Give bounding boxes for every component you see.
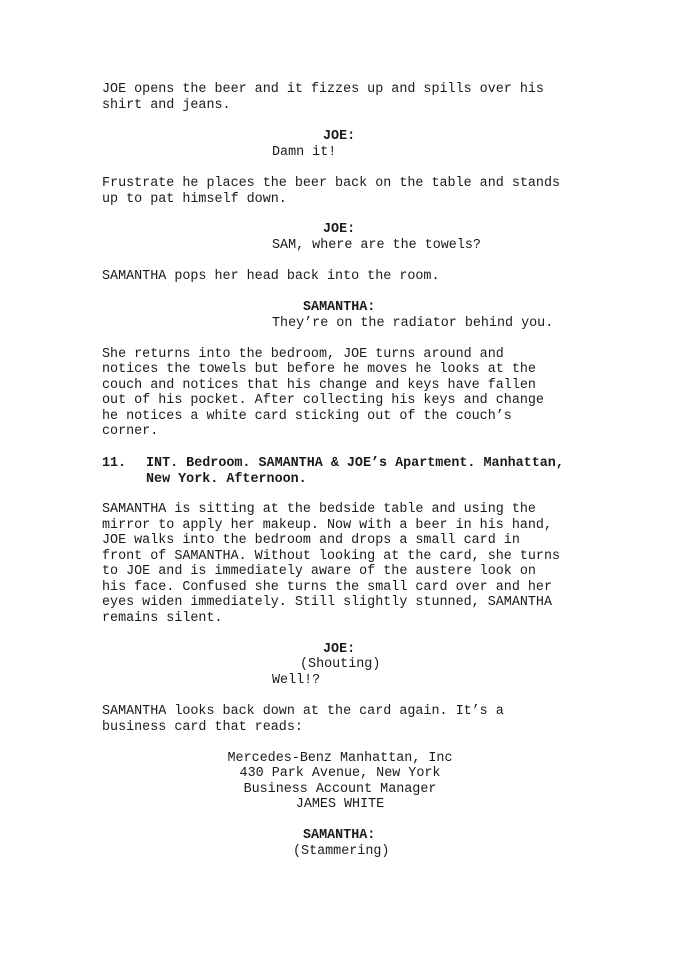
action-line: SAMANTHA pops her head back into the room. [102,269,440,284]
action-line: JOE opens the beer and it fizzes up and spills over his [102,82,544,97]
action-line: up to pat himself down. [102,192,287,207]
action-line: eyes widen immediately. Still slightly stunned, SAMANTHA [102,595,552,610]
action-line: SAMANTHA is sitting at the bedside table and using the [102,502,536,517]
action-line: mirror to apply her makeup. Now with a beer in his hand, [102,518,552,533]
action-line: shirt and jeans. [102,98,231,113]
action-line: notices the towels but before he moves he looks at the [102,362,536,377]
card-line: 430 Park Avenue, New York [239,766,441,781]
action-line: JOE walks into the bedroom and drops a small card in [102,533,520,548]
card-line: Mercedes-Benz Manhattan, Inc [227,751,453,766]
card-line: Business Account Manager [243,782,437,797]
card-line: JAMES WHITE [295,797,385,812]
scene-number: 11. [102,456,127,471]
action-line: out of his pocket. After collecting his keys and change [102,393,544,408]
action-line: Frustrate he places the beer back on the table and stands [102,176,561,191]
parenthetical: (Stammering) [293,844,390,859]
character-name: SAMANTHA: [303,300,376,315]
dialogue-line: Well!? [272,673,321,688]
action-line: his face. Confused she turns the small card over and her [102,580,552,595]
scene-heading: New York. Afternoon. [146,472,307,487]
action-line: SAMANTHA looks back down at the card again. It’s a [102,704,504,719]
dialogue-line: They’re on the radiator behind you. [272,316,554,331]
action-line: to JOE and is immediately aware of the austere look on [102,564,536,579]
action-line: corner. [102,424,159,439]
character-name: JOE: [323,642,356,657]
action-line: business card that reads: [102,720,303,735]
character-name: SAMANTHA: [303,828,376,843]
dialogue-line: Damn it! [272,145,337,160]
action-line: couch and notices that his change and keys have fallen [102,378,536,393]
scene-heading: INT. Bedroom. SAMANTHA & JOE’s Apartment. Manhattan, [146,456,564,471]
action-line: She returns into the bedroom, JOE turns around and [102,347,504,362]
character-name: JOE: [323,222,356,237]
parenthetical: (Shouting) [300,657,381,672]
character-name: JOE: [323,129,356,144]
action-line: he notices a white card sticking out of the couch’s [102,409,512,424]
action-line: front of SAMANTHA. Without looking at the card, she turns [102,549,561,564]
dialogue-line: SAM, where are the towels? [272,238,481,253]
action-line: remains silent. [102,611,223,626]
